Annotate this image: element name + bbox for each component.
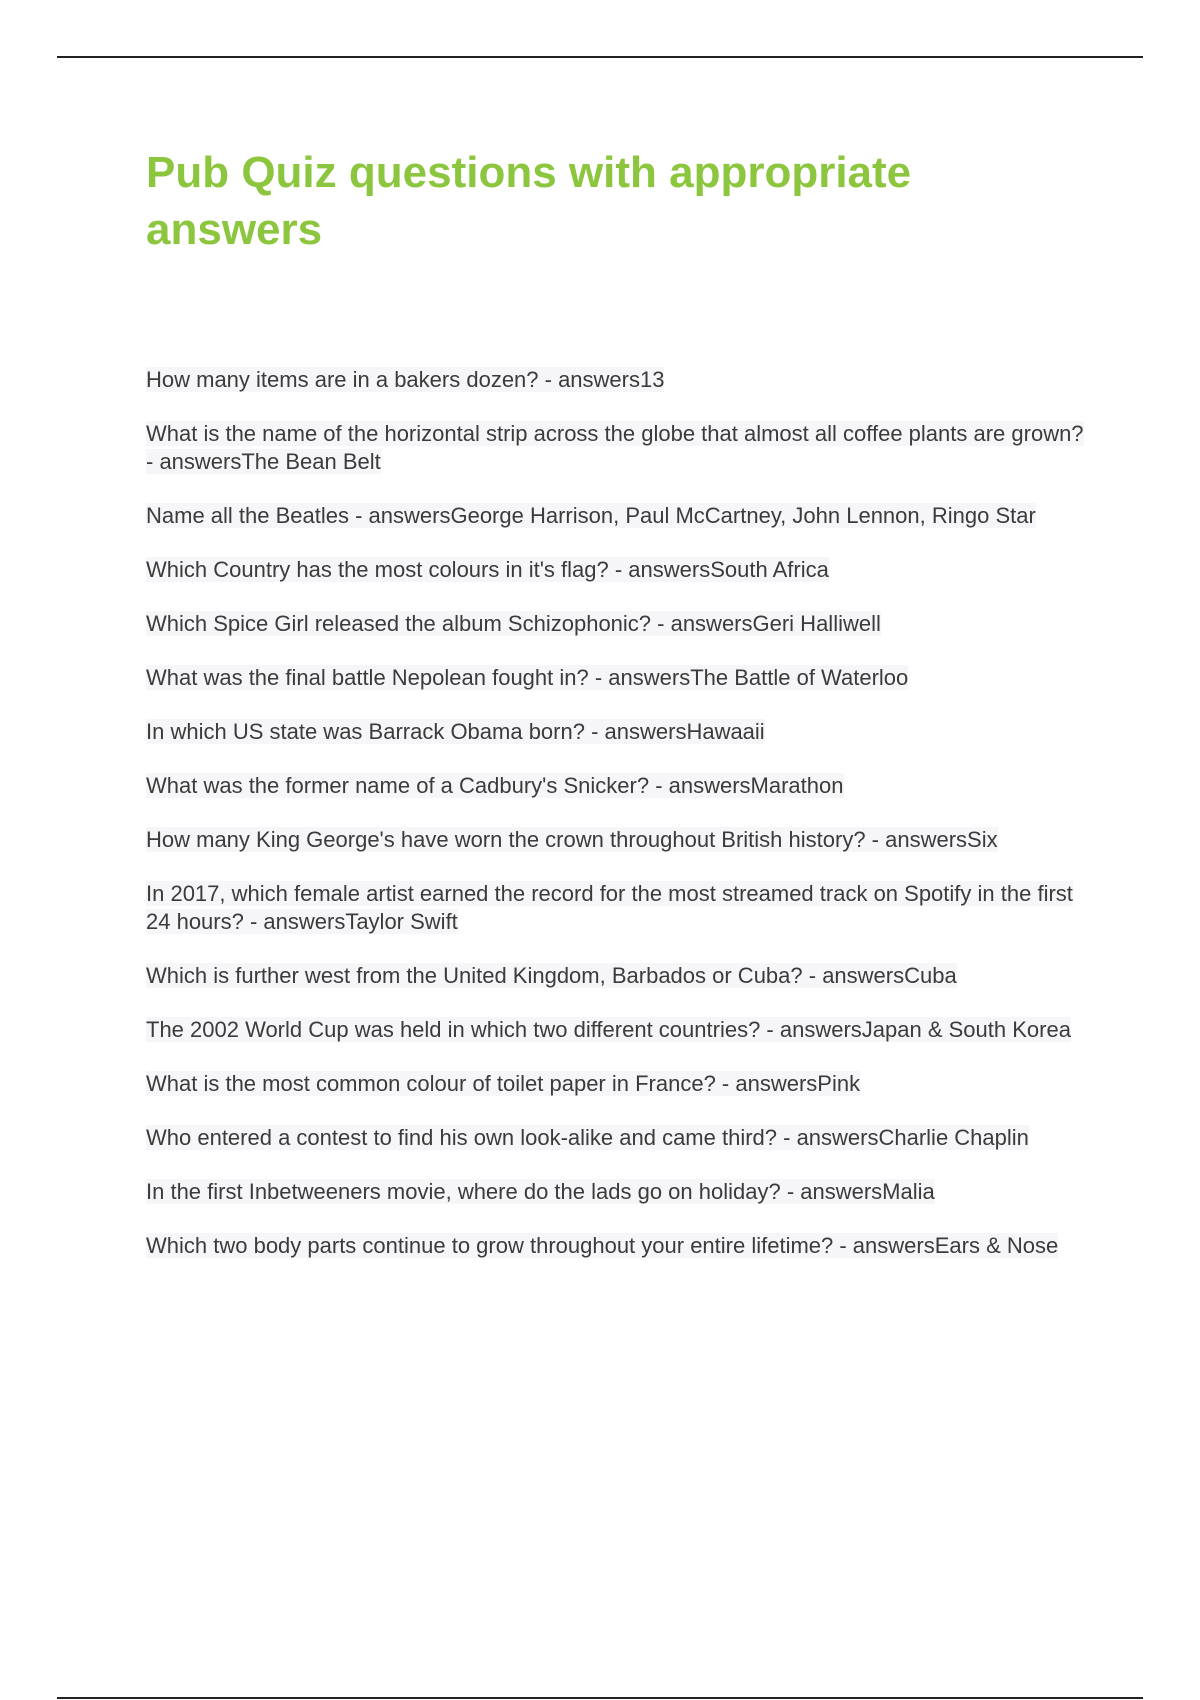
qa-text: The 2002 World Cup was held in which two different countries? - answersJapan & South Korea — [146, 1017, 1071, 1042]
list-item — [146, 962, 1086, 990]
list-item — [146, 1124, 1086, 1152]
qa-text: How many items are in a bakers dozen? - answers13 — [146, 367, 665, 392]
qa-text: Which is further west from the United Kingdom, Barbados or Cuba? - answersCuba — [146, 963, 957, 988]
qa-text: Which two body parts continue to grow throughout your entire lifetime? - answersEars & Nose — [146, 1233, 1059, 1258]
bottom-rule — [57, 1697, 1143, 1699]
list-item — [146, 718, 1086, 746]
qa-text: What is the most common colour of toilet paper in France? - answersPink — [146, 1071, 861, 1096]
qa-text: In which US state was Barrack Obama born? - answersHawaaii — [146, 719, 765, 744]
qa-text: Which Spice Girl released the album Schizophonic? - answersGeri Halliwell — [146, 611, 881, 636]
qa-text: How many King George's have worn the crown throughout British history? - answersSix — [146, 827, 998, 852]
list-item — [146, 880, 1086, 936]
qa-text: What was the final battle Nepolean fought in? - answersThe Battle of Waterloo — [146, 665, 909, 690]
list-item — [146, 1178, 1086, 1206]
qa-text: Name all the Beatles - answersGeorge Harrison, Paul McCartney, John Lennon, Ringo Star — [146, 503, 1036, 528]
list-item — [146, 1016, 1086, 1044]
list-item — [146, 366, 1086, 394]
list-item — [146, 1232, 1086, 1260]
list-item — [146, 664, 1086, 692]
page-title: Pub Quiz questions with appropriate answers — [146, 148, 912, 254]
list-item — [146, 1070, 1086, 1098]
qa-list — [146, 366, 1086, 1286]
qa-text: In the first Inbetweeners movie, where do the lads go on holiday? - answersMalia — [146, 1179, 935, 1204]
list-item — [146, 610, 1086, 638]
list-item — [146, 826, 1086, 854]
list-item — [146, 502, 1086, 530]
qa-text: What is the name of the horizontal strip across the globe that almost all coffee plants are grown? - answersThe Bean Belt — [146, 421, 1084, 474]
qa-text: Who entered a contest to find his own look-alike and came third? - answersCharlie Chaplin — [146, 1125, 1029, 1150]
list-item — [146, 772, 1086, 800]
list-item — [146, 556, 1086, 584]
list-item — [146, 420, 1086, 476]
qa-text: In 2017, which female artist earned the record for the most streamed track on Spotify in the first 24 hours? - answersTaylor Swift — [146, 881, 1073, 934]
qa-text: What was the former name of a Cadbury's Snicker? - answersMarathon — [146, 773, 844, 798]
top-rule — [57, 56, 1143, 58]
qa-text: Which Country has the most colours in it's flag? - answersSouth Africa — [146, 557, 829, 582]
